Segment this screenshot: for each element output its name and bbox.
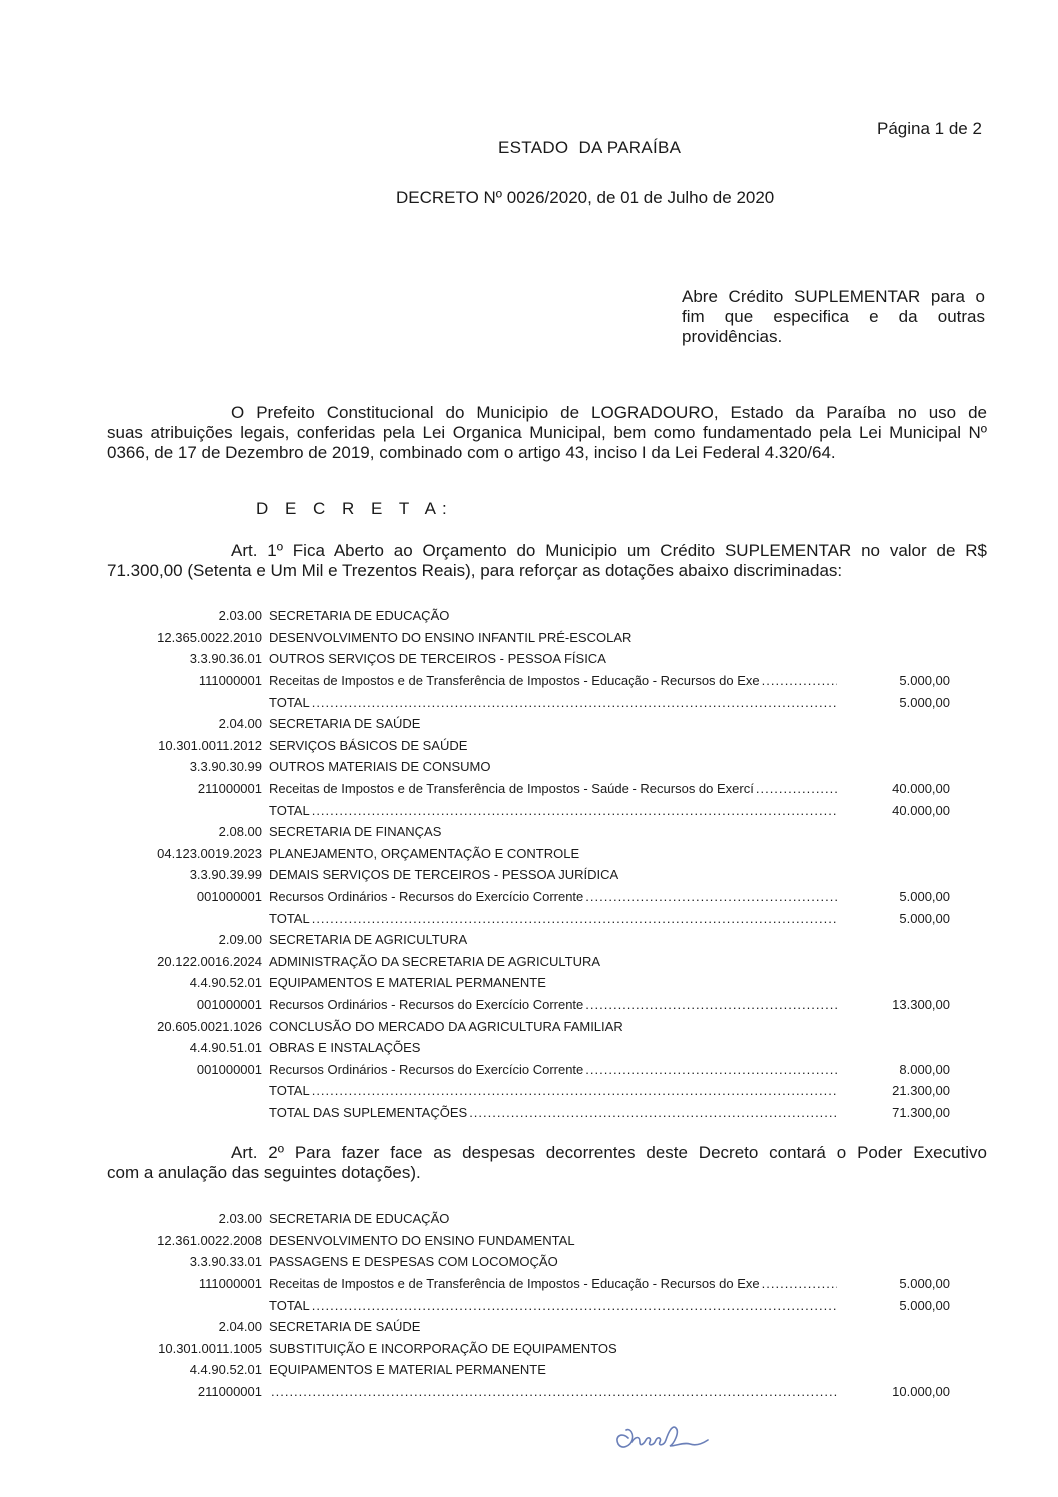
dot-leader — [469, 1105, 837, 1120]
allocation-description-line — [269, 1298, 837, 1313]
allocation-code: 111000001 — [198, 673, 262, 689]
preamble-line: 0366, de 17 de Dezembro de 2019, combinado com o artigo 43, inciso I da Lei Federal 4.320/64. — [107, 443, 836, 462]
dot-leader — [585, 1062, 837, 1077]
allocation-row — [107, 1359, 967, 1381]
allocation-value: 5.000,00 — [899, 1297, 950, 1313]
allocation-code: 4.4.90.52.01 — [189, 1362, 262, 1378]
allocation-row — [107, 778, 967, 800]
annulment-allocations — [107, 1208, 967, 1402]
allocation-row — [107, 821, 967, 843]
allocation-row — [107, 1037, 967, 1059]
allocation-description-line — [269, 803, 837, 818]
article-2 — [107, 1143, 987, 1183]
allocation-code: 10.301.0011.2012 — [158, 737, 262, 753]
allocation-code: 4.4.90.52.01 — [189, 975, 262, 991]
dot-leader — [756, 781, 837, 796]
allocation-row — [107, 1338, 967, 1360]
state-heading: ESTADO DA PARAÍBA — [498, 138, 682, 157]
allocation-description: EQUIPAMENTOS E MATERIAL PERMANENTE — [269, 1362, 546, 1378]
article-2-line: Art. 2º Para fazer face as despesas decorrentes deste Decreto contará o Poder Executivo — [231, 1143, 987, 1162]
allocation-description: Receitas de Impostos e de Transferência de Impostos - Saúde - Recursos do Exercí — [269, 781, 754, 797]
allocation-code: 3.3.90.36.01 — [189, 651, 262, 667]
allocation-code: 2.04.00 — [218, 1319, 262, 1335]
decreta-heading: D E C R E T A: — [256, 499, 453, 518]
allocation-description: EQUIPAMENTOS E MATERIAL PERMANENTE — [269, 975, 546, 991]
allocation-description: OUTROS MATERIAIS DE CONSUMO — [269, 759, 491, 775]
allocation-code: 001000001 — [196, 1061, 262, 1077]
allocation-description-line — [269, 781, 837, 796]
allocation-description: SECRETARIA DE AGRICULTURA — [269, 932, 468, 948]
allocation-description-line — [269, 911, 837, 926]
allocation-description: SECRETARIA DE EDUCAÇÃO — [269, 1211, 450, 1227]
preamble-line: suas atribuições legais, conferidas pela Lei Organica Municipal, bem como fundamentado pela Lei Municipal Nº — [107, 423, 987, 442]
allocation-code: 10.301.0011.1005 — [158, 1340, 262, 1356]
allocation-description: TOTAL — [269, 694, 310, 710]
allocation-row — [107, 864, 967, 886]
allocation-description: DEMAIS SERVIÇOS DE TERCEIROS - PESSOA JURÍDICA — [269, 867, 619, 883]
allocation-row — [107, 1251, 967, 1273]
dot-leader — [312, 803, 837, 818]
page-indicator: Página 1 de 2 — [877, 119, 982, 138]
allocation-row — [107, 972, 967, 994]
allocation-description: OBRAS E INSTALAÇÕES — [269, 1040, 421, 1056]
ementa — [682, 287, 985, 347]
allocation-description: CONCLUSÃO DO MERCADO DA AGRICULTURA FAMILIAR — [269, 1018, 623, 1034]
allocation-value: 5.000,00 — [899, 910, 950, 926]
allocation-code: 20.122.0016.2024 — [157, 953, 262, 969]
allocation-description: TOTAL — [269, 802, 310, 818]
allocation-code: 04.123.0019.2023 — [157, 845, 262, 861]
allocation-row — [107, 907, 967, 929]
allocation-code: 3.3.90.39.99 — [189, 867, 262, 883]
allocation-code: 001000001 — [196, 889, 262, 905]
ementa-line: fim que especifica e da outras — [682, 307, 985, 326]
dot-leader — [762, 1276, 837, 1291]
allocation-row — [107, 1080, 967, 1102]
allocation-description: PASSAGENS E DESPESAS COM LOCOMOÇÃO — [269, 1254, 558, 1270]
article-1 — [107, 541, 987, 581]
ementa-line: Abre Crédito SUPLEMENTAR para o — [682, 287, 985, 306]
allocation-value: 21.300,00 — [892, 1083, 950, 1099]
allocation-row — [107, 951, 967, 973]
allocation-description: TOTAL — [269, 910, 310, 926]
allocation-row — [107, 1316, 967, 1338]
allocation-code: 2.03.00 — [218, 608, 262, 624]
allocation-code: 20.605.0021.1026 — [157, 1018, 262, 1034]
dot-leader — [271, 1384, 837, 1399]
allocation-description: SERVIÇOS BÁSICOS DE SAÚDE — [269, 737, 468, 753]
allocation-description: Receitas de Impostos e de Transferência de Impostos - Educação - Recursos do Exe — [269, 673, 760, 689]
dot-leader — [312, 1083, 837, 1098]
allocation-value: 40.000,00 — [892, 802, 950, 818]
allocation-description-line — [269, 1276, 837, 1291]
allocation-value: 10.000,00 — [892, 1384, 950, 1400]
dot-leader — [585, 997, 837, 1012]
allocation-code: 4.4.90.51.01 — [189, 1040, 262, 1056]
allocation-description: Recursos Ordinários - Recursos do Exercício Corrente — [269, 1061, 584, 1077]
allocation-description: TOTAL DAS SUPLEMENTAÇÕES — [269, 1104, 468, 1120]
allocation-row — [107, 735, 967, 757]
allocation-description: SECRETARIA DE FINANÇAS — [269, 824, 442, 840]
allocation-description-line — [269, 1083, 837, 1098]
allocation-value: 5.000,00 — [899, 694, 950, 710]
allocation-row — [107, 799, 967, 821]
allocation-code: 211000001 — [197, 781, 262, 797]
allocation-row — [107, 1208, 967, 1230]
allocation-row — [107, 886, 967, 908]
article-1-line: Art. 1º Fica Aberto ao Orçamento do Municipio um Crédito SUPLEMENTAR no valor de R$ — [231, 541, 987, 560]
allocation-description: DESENVOLVIMENTO DO ENSINO INFANTIL PRÉ-ESCOLAR — [269, 629, 632, 645]
preamble-paragraph — [107, 403, 987, 463]
allocation-description: Recursos Ordinários - Recursos do Exercício Corrente — [269, 889, 584, 905]
allocation-row — [107, 843, 967, 865]
allocation-value: 5.000,00 — [899, 1276, 950, 1292]
allocation-row — [107, 648, 967, 670]
allocation-code: 2.08.00 — [218, 824, 262, 840]
allocation-code: 12.361.0022.2008 — [157, 1232, 262, 1248]
allocation-code: 211000001 — [197, 1384, 262, 1400]
dot-leader — [312, 695, 837, 710]
allocation-row — [107, 1058, 967, 1080]
allocation-description: SECRETARIA DE SAÚDE — [269, 1319, 421, 1335]
article-2-line: com a anulação das seguintes dotações). — [107, 1163, 421, 1182]
allocation-code: 111000001 — [198, 1276, 262, 1292]
supplement-allocations — [107, 605, 967, 1123]
decree-title: DECRETO Nº 0026/2020, de 01 de Julho de 2020 — [396, 188, 775, 207]
allocation-value: 8.000,00 — [899, 1061, 950, 1077]
allocation-row — [107, 691, 967, 713]
allocation-code: 001000001 — [196, 996, 262, 1012]
allocation-description-line — [269, 1062, 837, 1077]
allocation-row — [107, 994, 967, 1016]
allocation-description: SECRETARIA DE SAÚDE — [269, 716, 421, 732]
allocation-description: ADMINISTRAÇÃO DA SECRETARIA DE AGRICULTURA — [269, 953, 601, 969]
allocation-description: Recursos Ordinários - Recursos do Exercício Corrente — [269, 996, 584, 1012]
allocation-code: 2.03.00 — [218, 1211, 262, 1227]
allocation-description: DESENVOLVIMENTO DO ENSINO FUNDAMENTAL — [269, 1232, 575, 1248]
handwritten-signature — [600, 1414, 720, 1459]
allocation-row — [107, 713, 967, 735]
allocation-row — [107, 627, 967, 649]
allocation-row — [107, 1273, 967, 1295]
allocation-code: 12.365.0022.2010 — [157, 629, 262, 645]
allocation-row — [107, 1102, 967, 1124]
allocation-row — [107, 929, 967, 951]
allocation-description: Receitas de Impostos e de Transferência de Impostos - Educação - Recursos do Exe — [269, 1276, 760, 1292]
allocation-row — [107, 1294, 967, 1316]
allocation-description-line — [269, 889, 837, 904]
allocation-description: SUBSTITUIÇÃO E INCORPORAÇÃO DE EQUIPAMENTOS — [269, 1340, 617, 1356]
allocation-code: 2.04.00 — [218, 716, 262, 732]
ementa-line: providências. — [682, 327, 783, 346]
allocation-code: 3.3.90.33.01 — [189, 1254, 262, 1270]
allocation-description-line — [269, 997, 837, 1012]
allocation-description: SECRETARIA DE EDUCAÇÃO — [269, 608, 450, 624]
allocation-code: 3.3.90.30.99 — [189, 759, 262, 775]
allocation-description: PLANEJAMENTO, ORÇAMENTAÇÃO E CONTROLE — [269, 845, 580, 861]
allocation-row — [107, 605, 967, 627]
preamble-line: O Prefeito Constitucional do Municipio de LOGRADOURO, Estado da Paraíba no uso de — [231, 403, 987, 422]
allocation-description-line — [269, 695, 837, 710]
allocation-value: 13.300,00 — [892, 996, 950, 1012]
dot-leader — [312, 911, 837, 926]
allocation-row — [107, 670, 967, 692]
dot-leader — [762, 673, 837, 688]
dot-leader — [585, 889, 837, 904]
allocation-row — [107, 1381, 967, 1403]
dot-leader — [312, 1298, 837, 1313]
allocation-value: 40.000,00 — [892, 781, 950, 797]
allocation-value: 5.000,00 — [899, 889, 950, 905]
allocation-description-line — [269, 1105, 837, 1120]
allocation-description: TOTAL — [269, 1297, 310, 1313]
allocation-row — [107, 1015, 967, 1037]
allocation-description: OUTROS SERVIÇOS DE TERCEIROS - PESSOA FÍSICA — [269, 651, 606, 667]
allocation-description-line — [269, 1384, 837, 1399]
allocation-row — [107, 756, 967, 778]
allocation-code: 2.09.00 — [218, 932, 262, 948]
article-1-line: 71.300,00 (Setenta e Um Mil e Trezentos Reais), para reforçar as dotações abaixo discriminadas: — [107, 561, 843, 580]
allocation-description-line — [269, 673, 837, 688]
allocation-value: 71.300,00 — [892, 1104, 950, 1120]
allocation-value: 5.000,00 — [899, 673, 950, 689]
allocation-description: TOTAL — [269, 1083, 310, 1099]
allocation-row — [107, 1230, 967, 1252]
